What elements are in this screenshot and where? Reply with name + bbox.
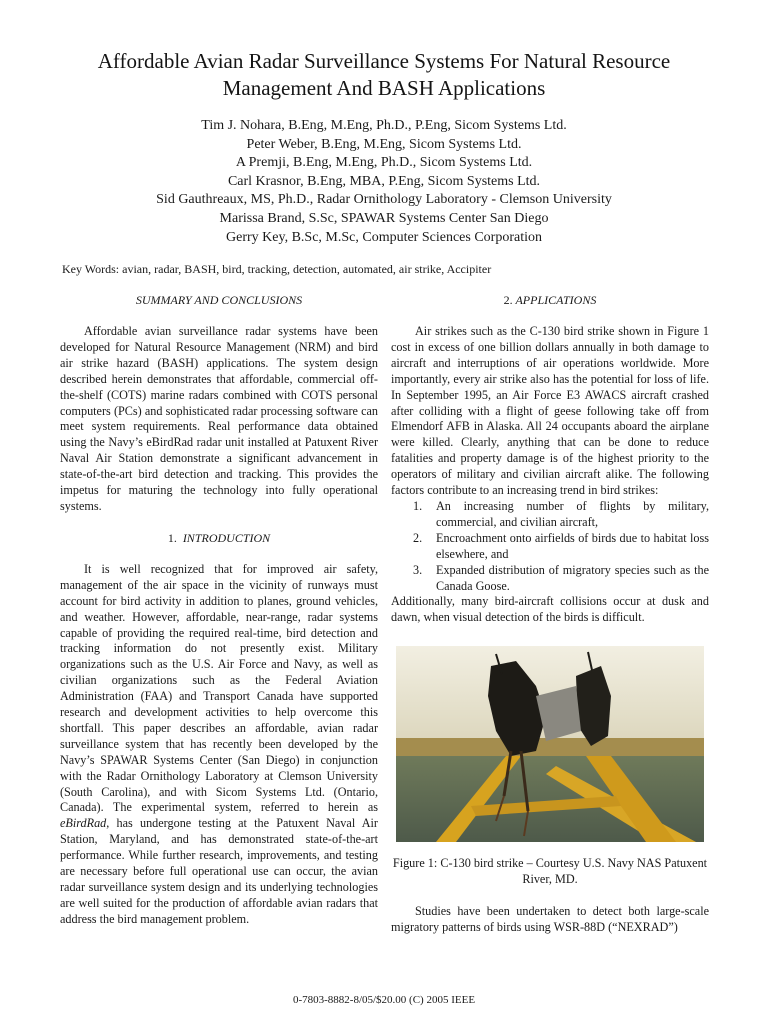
introduction-paragraph: [60, 562, 378, 928]
list-number: 3.: [413, 562, 423, 577]
right-column: [391, 293, 709, 936]
list-text: An increasing number of flights by military, commercial, and civilian aircraft,: [436, 498, 709, 529]
title-line: Affordable Avian Radar Surveillance Systems For Natural Resource: [97, 49, 671, 73]
bird-strike-photo: [396, 646, 704, 842]
list-text: Expanded distribution of migratory species such as the Canada Goose.: [436, 562, 709, 593]
section-title: APPLICATIONS: [515, 293, 597, 307]
figure-caption: Figure 1: C-130 bird strike – Courtesy U.S. Navy NAS Patuxent River, MD.: [392, 856, 708, 887]
list-number: 2.: [413, 530, 423, 545]
intro-text-part: It is well recognized that for improved air safety, management of the air space in the vicinity of runways must account for bird activity in addition to planes, ground vehicles, and weather. However, affordable, near-range, radar systems capable of providing the required real-time, bird detection and tracking information do not presently exist. Military organizations such as the U.S. Air Force and Navy, as well as civilian organizations such as the Federal Aviation Administration (FAA) and Transport Canada have supported research and development activities to help overcome this shortfall. This paper describes an affordable, avian radar surveillance system that has recently been developed by the Navy’s SPAWAR Systems Center (San Diego) in conjunction with the Radar Ornithology Laboratory at Clemson University (South Carolina), and with Sicom Systems Ltd. (Ontario, Canada). The experimental system, referred to herein as: [60, 561, 378, 815]
title-line: Management And BASH Applications: [222, 76, 546, 100]
author-line: Tim J. Nohara, B.Eng, M.Eng, Ph.D., P.Eng, Sicom Systems Ltd.: [201, 118, 567, 133]
bird-strike-image: [396, 646, 704, 842]
summary-paragraph: Affordable avian surveillance radar systems have been developed for Natural Resource Management (NRM) and bird air strike hazard (BASH) applications. The system design described herein demonstrates that affordable, commercial off-the-shelf (COTS) marine radars combined with COTS personal computers (PCs) and sophisticated radar processing software can meet system requirements. Real performance data obtained using the Navy’s eBirdRad radar unit installed at Patuxent River Naval Air Station demonstrate a significant advancement in state-of-the-art bird detection and tracking. This provides the impetus for maturing the technology into fully operational systems.: [60, 324, 378, 513]
left-column: [60, 293, 378, 928]
section-number: 1.: [167, 530, 177, 545]
author-list: [40, 117, 728, 247]
factor-list: [391, 499, 709, 594]
copyright-footer: 0-7803-8882-8/05/$20.00 (C) 2005 IEEE: [292, 994, 476, 1006]
list-item: [391, 531, 709, 563]
author-line: A Premji, B.Eng, M.Eng, Ph.D., Sicom Systems Ltd.: [235, 155, 533, 171]
intro-text-part: , has undergone testing at the Patuxent Naval Air Station, Maryland, and has demonstrated state-of-the-art performance. While further research, improvements, and testing are necessary before full operational use can occur, the avian radar surveillance system design and its underlying technologies are well suited for the production of affordable avian radars that address the bird management problem.: [60, 816, 378, 926]
section-title: INTRODUCTION: [182, 530, 271, 545]
author-line: Marissa Brand, S.Sc, SPAWAR Systems Center San Diego: [219, 210, 549, 226]
list-text: Encroachment onto airfields of birds due to habitat loss elsewhere, and: [436, 530, 709, 561]
system-name: eBirdRad: [60, 816, 107, 831]
author-line: Peter Weber, B.Eng, M.Eng, Sicom Systems Ltd.: [246, 136, 522, 152]
studies-paragraph: Studies have been undertaken to detect both large-scale migratory patterns of birds using WSR-88D (“NEXRAD”): [391, 904, 709, 934]
list-item: [391, 499, 709, 531]
after-list-paragraph: Additionally, many bird-aircraft collisions occur at dusk and dawn, when visual detection of the birds is difficult.: [391, 594, 709, 625]
list-item: [391, 563, 709, 595]
summary-heading: SUMMARY AND CONCLUSIONS: [135, 293, 303, 307]
keywords: Key Words: avian, radar, BASH, bird, tracking, detection, automated, air strike, Accipiter: [62, 262, 492, 276]
author-line: Carl Krasnor, B.Eng, MBA, P.Eng, Sicom Systems Ltd.: [227, 173, 541, 189]
author-line: Sid Gauthreaux, MS, Ph.D., Radar Ornithology Laboratory - Clemson University: [156, 192, 612, 208]
applications-paragraph: Air strikes such as the C-130 bird strike shown in Figure 1 cost in excess of one billion dollars annually in both damage to aircraft and interruptions of air operations worldwide. More importantly, every air strike also has the potential for loss of life. In September 1995, an Air Force E3 AWACS aircraft crashed after colliding with a flight of geese following take off from Elmendorf AFB in Alaska. All 24 occupants aboard the airplane were killed. Clearly, anything that can be done to reduce fatalities and property damage is of the highest priority to the operators of military and civilian aircraft alike. The following factors contribute to an increasing trend in bird strikes:: [391, 324, 709, 498]
author-line: Gerry Key, B.Sc, M.Sc, Computer Sciences Corporation: [226, 229, 542, 245]
list-number: 1.: [413, 498, 423, 513]
introduction-heading: [60, 531, 378, 546]
paper-title: [40, 48, 728, 102]
applications-heading: [391, 293, 709, 308]
section-number: 2.: [503, 293, 513, 307]
